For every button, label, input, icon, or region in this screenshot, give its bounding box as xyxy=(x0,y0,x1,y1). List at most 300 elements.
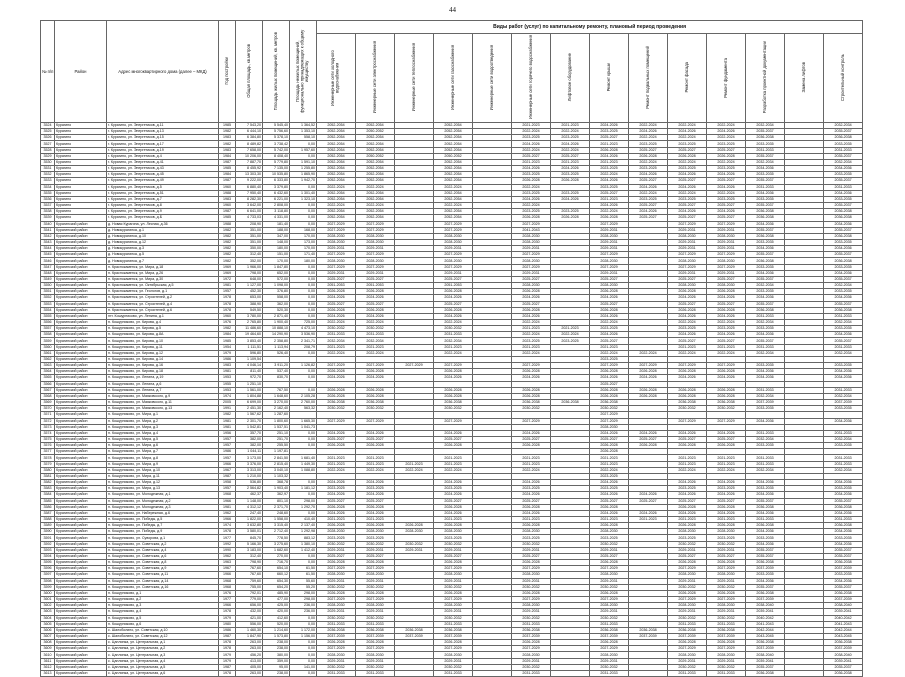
row-district: Курагинский район xyxy=(55,412,107,418)
row-address: п. Кошурниково, ул. Молодежная, д.3 xyxy=(107,504,219,510)
row-work-period: 2025-2027 xyxy=(707,338,746,344)
row-living-area: 248,60 xyxy=(263,510,290,516)
row-work-period: 2029-2031 xyxy=(707,227,746,233)
row-district: Курагино xyxy=(55,123,107,129)
row-work-period: 2023-2025 xyxy=(434,535,473,541)
row-work-period: 2022-2024 xyxy=(356,184,395,190)
row-nonliving-area: 208,79 xyxy=(290,344,317,350)
row-living-area: 1 197,81 xyxy=(263,449,290,455)
row-work-period: 2022-2024 xyxy=(512,332,551,338)
row-total-area: 1 542,81 xyxy=(236,424,263,430)
row-work-period: 2036-2038 xyxy=(824,135,863,141)
row-work-period: 2022-2024 xyxy=(434,203,473,209)
row-work-period: 2024-2026 xyxy=(434,480,473,486)
row-work-period: 2025-2027 xyxy=(356,498,395,504)
row-address: с. Цаплинка, ул. Центральная, д.4 xyxy=(107,658,219,664)
row-work-period: 2024-2026 xyxy=(629,375,668,381)
row-work-period: 2021-2023 xyxy=(590,455,629,461)
row-work-period: 2024-2026 xyxy=(629,129,668,135)
row-work-period: 2027-2029 xyxy=(434,264,473,270)
row-living-area: 1 682,60 xyxy=(263,547,290,553)
row-work-period: 2030-2032 xyxy=(707,584,746,590)
row-work-period: 2026-2028 xyxy=(512,369,551,375)
row-work-period: 2022-2024 xyxy=(629,350,668,356)
row-work-period: 2025-2027 xyxy=(707,301,746,307)
row-living-area: 1 648,60 xyxy=(263,393,290,399)
row-total-area: 8 455,92 xyxy=(236,166,263,172)
row-work-period: 2029-2031 xyxy=(590,578,629,584)
row-address: п. Кошурниково, ул. Мира, д.1 xyxy=(107,412,219,418)
row-living-area: 180,00 xyxy=(263,246,290,252)
row-work-period: 2027-2029 xyxy=(317,227,356,233)
row-address: д. Новокурагинка, д.1 xyxy=(107,227,219,233)
row-work-period: 2025-2027 xyxy=(668,553,707,559)
row-district: Курагинский район xyxy=(55,356,107,362)
row-work-period: 2033-2035 xyxy=(746,239,785,245)
row-district: Курагино xyxy=(55,141,107,147)
row-number: 3600 xyxy=(41,590,55,596)
row-work-period: 2029-2031 xyxy=(356,246,395,252)
row-total-area: 263,00 xyxy=(236,646,263,652)
row-work-period: 2024-2026 xyxy=(356,430,395,436)
row-work-period: 2033-2035 xyxy=(746,535,785,541)
row-work-period: 2027-2029 xyxy=(356,363,395,369)
row-living-area: 830,70 xyxy=(263,375,290,381)
row-year: 1982 xyxy=(219,246,236,252)
row-work-period: 2052-2054 xyxy=(434,215,473,221)
row-work-period: 2036-2038 xyxy=(356,627,395,633)
row-total-area: 11 486,60 xyxy=(236,326,263,332)
row-work-period: 2026-2028 xyxy=(317,387,356,393)
row-number: 3598 xyxy=(41,578,55,584)
row-total-area: 350,00 xyxy=(236,246,263,252)
row-work-period: 2035-2037 xyxy=(824,276,863,282)
row-nonliving-area: 563,32 xyxy=(290,406,317,412)
row-work-period: 2042-2044 xyxy=(824,627,863,633)
row-address: п. Кошурниково, ул. Мира, д.5 xyxy=(107,436,219,442)
row-address: п. Краснокаменск, ул. Октябрьская, д.5 xyxy=(107,283,219,289)
row-work-period: 2024-2026 xyxy=(512,166,551,172)
row-work-period: 2025-2027 xyxy=(707,203,746,209)
row-work-period: 2021-2023 xyxy=(590,159,629,165)
row-work-period: 2025-2027 xyxy=(356,276,395,282)
row-work-period: 2052-2054 xyxy=(317,159,356,165)
row-work-period: 2031-2033 xyxy=(746,461,785,467)
row-district: Курагинский район xyxy=(55,529,107,535)
row-work-period: 2021-2023 xyxy=(707,461,746,467)
row-work-period: 2026-2028 xyxy=(317,640,356,646)
row-number: 3578 xyxy=(41,455,55,461)
row-work-period: 2024-2026 xyxy=(590,203,629,209)
row-living-area: 362,00 xyxy=(263,301,290,307)
row-work-period: 2034-2036 xyxy=(746,529,785,535)
row-work-period: 2035-2037 xyxy=(824,153,863,159)
row-living-area: 1 573,80 xyxy=(263,633,290,639)
row-nonliving-area: 180,00 xyxy=(290,258,317,264)
row-work-period: 2035-2037 xyxy=(746,301,785,307)
row-nonliving-area: 0,00 xyxy=(290,141,317,147)
row-work-period: 2026-2028 xyxy=(356,590,395,596)
row-living-area: 368,78 xyxy=(263,480,290,486)
row-nonliving-area: 0,00 xyxy=(290,215,317,221)
row-total-area: 549,50 xyxy=(236,307,263,313)
row-work-period: 2028-2030 xyxy=(356,233,395,239)
row-year: 1987 xyxy=(219,633,236,639)
row-total-area: 432,00 xyxy=(236,609,263,615)
row-district: Курагино xyxy=(55,215,107,221)
row-work-period: 2026-2028 xyxy=(590,393,629,399)
row-work-period: 2024-2026 xyxy=(629,184,668,190)
row-work-period: 2025-2027 xyxy=(668,178,707,184)
row-nonliving-area: 0,00 xyxy=(290,387,317,393)
row-work-period: 2029-2031 xyxy=(512,270,551,276)
row-number: 3550 xyxy=(41,283,55,289)
row-year: 1976 xyxy=(219,590,236,596)
row-nonliving-area: 1 449,30 xyxy=(290,461,317,467)
row-nonliving-area: 1 181,12 xyxy=(290,486,317,492)
row-work-period: 2052-2054 xyxy=(356,147,395,153)
row-work-period: 2036-2038 xyxy=(356,400,395,406)
row-address: п. Кошурниково, ул. Мира, д.4 xyxy=(107,430,219,436)
row-work-period: 2031-2033 xyxy=(668,670,707,676)
row-work-period: 2029-2031 xyxy=(317,578,356,584)
row-year: 1985 xyxy=(219,123,236,129)
row-number: 3552 xyxy=(41,295,55,301)
row-work-period: 2022-2024 xyxy=(356,320,395,326)
row-living-area: 238,00 xyxy=(263,640,290,646)
row-total-area: 759,60 xyxy=(236,578,263,584)
row-total-area: 8 282,30 xyxy=(236,196,263,202)
row-work-period: 2031-2033 xyxy=(824,387,863,393)
row-district: Курагинский район xyxy=(55,461,107,467)
row-total-area: 1 966,00 xyxy=(236,264,263,270)
row-district: Курагинский район xyxy=(55,233,107,239)
header-work-type: Разработка проектной документации xyxy=(761,41,767,114)
row-work-period: 2033-2035 xyxy=(746,363,785,369)
row-living-area: 188,00 xyxy=(263,227,290,233)
row-work-period: 2037-2039 xyxy=(395,633,434,639)
row-work-period: 2028-2030 xyxy=(707,603,746,609)
row-address: п. Кошурниково, ул. Кирова, д.14 xyxy=(107,356,219,362)
row-work-period: 2025-2027 xyxy=(707,215,746,221)
row-living-area: 376,80 xyxy=(263,289,290,295)
row-work-period: 2027-2029 xyxy=(317,646,356,652)
row-total-area: 6 444,10 xyxy=(236,129,263,135)
row-number: 3587 xyxy=(41,510,55,516)
row-number: 3610 xyxy=(41,652,55,658)
row-address: п. Кошурниково, ул. Кирова, д.12 xyxy=(107,350,219,356)
row-work-period: 2033-2035 xyxy=(824,172,863,178)
row-work-period: 2024-2026 xyxy=(629,492,668,498)
row-district: Курагинский район xyxy=(55,301,107,307)
row-work-period: 2028-2030 xyxy=(356,652,395,658)
row-work-period: 2031-2033 xyxy=(512,670,551,676)
row-work-period: 2035-2037 xyxy=(824,203,863,209)
row-work-period: 2024-2026 xyxy=(668,430,707,436)
row-total-area: 247,40 xyxy=(236,510,263,516)
row-total-area: 556,00 xyxy=(236,621,263,627)
row-living-area: 520,30 xyxy=(263,307,290,313)
row-nonliving-area: 170,00 xyxy=(290,233,317,239)
row-address: п. Кошурниково, д.4 xyxy=(107,609,219,615)
row-work-period: 2026-2028 xyxy=(434,387,473,393)
row-work-period: 2021-2023 xyxy=(317,461,356,467)
row-living-area: 1 800,60 xyxy=(263,418,290,424)
row-work-period: 2028-2030 xyxy=(590,529,629,535)
row-work-period: 2026-2028 xyxy=(707,369,746,375)
row-work-period: 2024-2026 xyxy=(356,510,395,516)
row-work-period: 2043-2045 xyxy=(746,633,785,639)
row-work-period: 2028-2030 xyxy=(317,603,356,609)
row-work-period: 2035-2037 xyxy=(824,129,863,135)
row-year: 1977 xyxy=(219,535,236,541)
row-district: Курагинский район xyxy=(55,603,107,609)
row-year: 1974 xyxy=(219,523,236,529)
row-work-period: 2022-2024 xyxy=(317,350,356,356)
row-address: п. Кошурниково, ул. Молодежная, д.1 xyxy=(107,492,219,498)
row-address: г. Курагино, ул. Энергетиков, д.17 xyxy=(107,141,219,147)
row-work-period: 2035-2037 xyxy=(746,547,785,553)
row-work-period: 2027-2029 xyxy=(512,252,551,258)
row-work-period: 2033-2035 xyxy=(746,443,785,449)
row-work-period: 2024-2026 xyxy=(590,123,629,129)
row-nonliving-area: 0,00 xyxy=(290,369,317,375)
row-work-period: 2035-2037 xyxy=(824,252,863,258)
row-work-period: 2027-2029 xyxy=(668,418,707,424)
row-district: Курагинский район xyxy=(55,443,107,449)
row-work-period: 2026-2028 xyxy=(434,289,473,295)
row-work-period: 2023-2025 xyxy=(590,326,629,332)
row-work-period: 2022-2024 xyxy=(707,123,746,129)
row-work-period: 2026-2028 xyxy=(629,153,668,159)
row-total-area: 4 046,14 xyxy=(236,363,263,369)
row-work-period: 2021-2023 xyxy=(512,344,551,350)
row-work-period: 2028-2030 xyxy=(512,603,551,609)
row-work-period: 2030-2032 xyxy=(707,406,746,412)
row-number: 3537 xyxy=(41,203,55,209)
row-number: 3594 xyxy=(41,553,55,559)
row-total-area: 421,00 xyxy=(236,615,263,621)
row-year: 1982 xyxy=(219,233,236,239)
row-address: п. Кошурниково, д.1 xyxy=(107,590,219,596)
row-work-period: 2030-2032 xyxy=(317,326,356,332)
row-work-period: 2029-2031 xyxy=(668,547,707,553)
row-nonliving-area: 0,00 xyxy=(290,184,317,190)
row-work-period: 2024-2026 xyxy=(317,430,356,436)
row-number: 3553 xyxy=(41,301,55,307)
row-work-period: 2026-2028 xyxy=(668,153,707,159)
header-work-type: Ремонт фасада xyxy=(683,62,689,93)
row-work-period: 2021-2023 xyxy=(512,326,551,332)
row-work-period: 2035-2037 xyxy=(746,584,785,590)
row-work-period xyxy=(629,670,668,676)
row-work-period: 2024-2026 xyxy=(668,295,707,301)
row-living-area: 801,10 xyxy=(263,498,290,504)
row-year: 1982 xyxy=(219,252,236,258)
row-address: д. Новокурагинка, д.5 xyxy=(107,252,219,258)
row-work-period: 2025-2027 xyxy=(629,178,668,184)
row-work-period: 2027-2029 xyxy=(590,597,629,603)
row-work-period: 2029-2031 xyxy=(707,270,746,276)
row-work-period: 2024-2026 xyxy=(668,492,707,498)
row-district: Курагино xyxy=(55,209,107,215)
row-nonliving-area: 2 105,28 xyxy=(290,393,317,399)
row-work-period: 2030-2032 xyxy=(356,541,395,547)
row-work-period: 2023-2025 xyxy=(707,196,746,202)
row-address: п. Кошурниково, ул. Кирова, д.10 xyxy=(107,338,219,344)
row-total-area: 3 313,00 xyxy=(236,467,263,473)
row-work-period: 2024-2026 xyxy=(512,492,551,498)
header-num: № п/п xyxy=(41,21,55,123)
row-work-period: 2024-2026 xyxy=(590,480,629,486)
row-living-area: 7 135,00 xyxy=(263,166,290,172)
row-address: г. Курагино, ул. Энергетиков, д.49 xyxy=(107,178,219,184)
row-work-period: 2052-2054 xyxy=(434,147,473,153)
row-address: г. Курагино, ул. Энергетиков, д.41 xyxy=(107,159,219,165)
row-work-period: 2026-2028 xyxy=(512,523,551,529)
row-address: п. Кошурниково, д.5 xyxy=(107,615,219,621)
header-work-type: Инженерные сети водоотведения xyxy=(488,44,494,111)
row-work-period: 2034-2036 xyxy=(824,541,863,547)
row-district: Курагинский район xyxy=(55,578,107,584)
row-work-period: 2033-2035 xyxy=(824,363,863,369)
row-nonliving-area: 0,00 xyxy=(290,276,317,282)
row-living-area: 778,50 xyxy=(263,535,290,541)
row-number: 3591 xyxy=(41,535,55,541)
row-district: Курагино xyxy=(55,147,107,153)
row-nonliving-area: 1 088,80 xyxy=(290,467,317,473)
row-district: Курагинский район xyxy=(55,640,107,646)
row-year: 1981 xyxy=(219,504,236,510)
row-work-period: 2030-2032 xyxy=(356,615,395,621)
row-work-period: 2052-2054 xyxy=(356,172,395,178)
row-district: Курагино xyxy=(55,184,107,190)
row-work-period: 2029-2031 xyxy=(590,658,629,664)
row-work-period: 2030-2032 xyxy=(512,406,551,412)
row-year: 1990 xyxy=(219,547,236,553)
row-total-area: 1 561,00 xyxy=(236,387,263,393)
row-district: Курагинский район xyxy=(55,535,107,541)
row-nonliving-area: 236,00 xyxy=(290,603,317,609)
row-work-period: 2023-2025 xyxy=(668,141,707,147)
row-work-period: 2021-2023 xyxy=(668,461,707,467)
row-work-period: 2029-2031 xyxy=(317,270,356,276)
row-work-period: 2041-2043 xyxy=(512,227,551,233)
row-work-period: 2027-2029 xyxy=(512,597,551,603)
row-address: г. Курагино, ул. Энергетиков, д.45 xyxy=(107,172,219,178)
row-work-period xyxy=(551,670,590,676)
row-work-period: 2052-2054 xyxy=(434,209,473,215)
row-work-period: 2026-2028 xyxy=(512,178,551,184)
row-nonliving-area: 4 473,10 xyxy=(290,326,317,332)
row-work-period: 2030-2032 xyxy=(590,615,629,621)
row-district: Курагинский район xyxy=(55,664,107,670)
row-work-period: 2032-2034 xyxy=(746,350,785,356)
header-district: Район xyxy=(55,21,107,123)
row-number: 3579 xyxy=(41,461,55,467)
row-total-area: 7 543,20 xyxy=(236,123,263,129)
row-work-period: 2023-2025 xyxy=(356,535,395,541)
row-total-area: 208,90 xyxy=(236,221,263,227)
row-work-period: 2052-2054 xyxy=(356,215,395,221)
header-work-type: Ремонт подвальных помещений xyxy=(644,46,650,109)
row-nonliving-area: 0,00 xyxy=(290,658,317,664)
row-work-period: 2052-2054 xyxy=(317,129,356,135)
row-total-area: 596,80 xyxy=(236,350,263,356)
row-work-period: 2021-2023 xyxy=(707,517,746,523)
row-year: 1982 xyxy=(219,239,236,245)
row-district: Курагинский район xyxy=(55,646,107,652)
row-address: п. Краснокаменск, ул. Строителей, д.6 xyxy=(107,307,219,313)
row-living-area: 654,20 xyxy=(263,584,290,590)
row-year: 1983 xyxy=(219,147,236,153)
row-work-period: 2031-2033 xyxy=(746,344,785,350)
row-total-area: 456,20 xyxy=(236,652,263,658)
row-year: 1981 xyxy=(219,418,236,424)
row-work-period: 2037-2039 xyxy=(317,633,356,639)
row-work-period: 2025-2027 xyxy=(668,147,707,153)
row-nonliving-area: 0,00 xyxy=(290,307,317,313)
row-work-period: 2025-2027 xyxy=(668,498,707,504)
row-work-period: 2052-2054 xyxy=(434,172,473,178)
row-work-period: 2031-2033 xyxy=(824,147,863,153)
row-address: г. Курагино, ул. Энергетиков, д.15 xyxy=(107,135,219,141)
row-number: 3541 xyxy=(41,227,55,233)
row-work-period: 2024-2026 xyxy=(668,510,707,516)
row-living-area: 660,12 xyxy=(263,572,290,578)
row-work-period: 2021-2023 xyxy=(356,344,395,350)
row-work-period: 2031-2033 xyxy=(317,621,356,627)
row-work-period: 2026-2028 xyxy=(395,523,434,529)
row-work-period: 2022-2024 xyxy=(668,467,707,473)
row-work-period: 2025-2027 xyxy=(629,147,668,153)
row-nonliving-area: 0,00 xyxy=(290,615,317,621)
row-district: Курагинский район xyxy=(55,597,107,603)
row-work-period: 2039-2041 xyxy=(824,609,863,615)
row-district: Курагино xyxy=(55,153,107,159)
row-work-period: 2037-2039 xyxy=(824,566,863,572)
row-work-period: 2023-2025 xyxy=(590,486,629,492)
row-work-period: 2024-2026 xyxy=(707,430,746,436)
row-living-area: 526,40 xyxy=(263,350,290,356)
row-total-area: 1 127,00 xyxy=(236,283,263,289)
row-work-period: 2029-2031 xyxy=(434,578,473,584)
row-work-period: 2028-2030 xyxy=(434,652,473,658)
page-number: 44 xyxy=(449,6,456,14)
row-living-area: 1 098,00 xyxy=(263,283,290,289)
row-nonliving-area: 0,00 xyxy=(290,560,317,566)
row-address: п. Кошурниково, ул. Суворова, д.1 xyxy=(107,535,219,541)
row-work-period: 2027-2029 xyxy=(707,252,746,258)
row-work-period: 2027-2029 xyxy=(707,221,746,227)
row-work-period: 2022-2024 xyxy=(512,320,551,326)
row-work-period: 2024-2026 xyxy=(590,178,629,184)
row-work-period: 2052-2054 xyxy=(356,123,395,129)
row-nonliving-area: 0,00 xyxy=(290,283,317,289)
row-number: 3549 xyxy=(41,276,55,282)
row-work-period: 2029-2031 xyxy=(707,239,746,245)
row-work-period: 2027-2029 xyxy=(434,363,473,369)
row-work-period: 2052-2054 xyxy=(356,166,395,172)
row-work-period: 2030-2032 xyxy=(317,406,356,412)
row-total-area: 6 699,00 xyxy=(236,400,263,406)
header-work-type: Инженерные сети газоснабжения xyxy=(449,45,455,110)
row-total-area: 7 658,00 xyxy=(236,147,263,153)
row-work-period: 2022-2024 xyxy=(434,350,473,356)
row-number: 3533 xyxy=(41,178,55,184)
row-work-period: 2029-2031 xyxy=(395,547,434,553)
row-work-period: 2034-2036 xyxy=(824,369,863,375)
